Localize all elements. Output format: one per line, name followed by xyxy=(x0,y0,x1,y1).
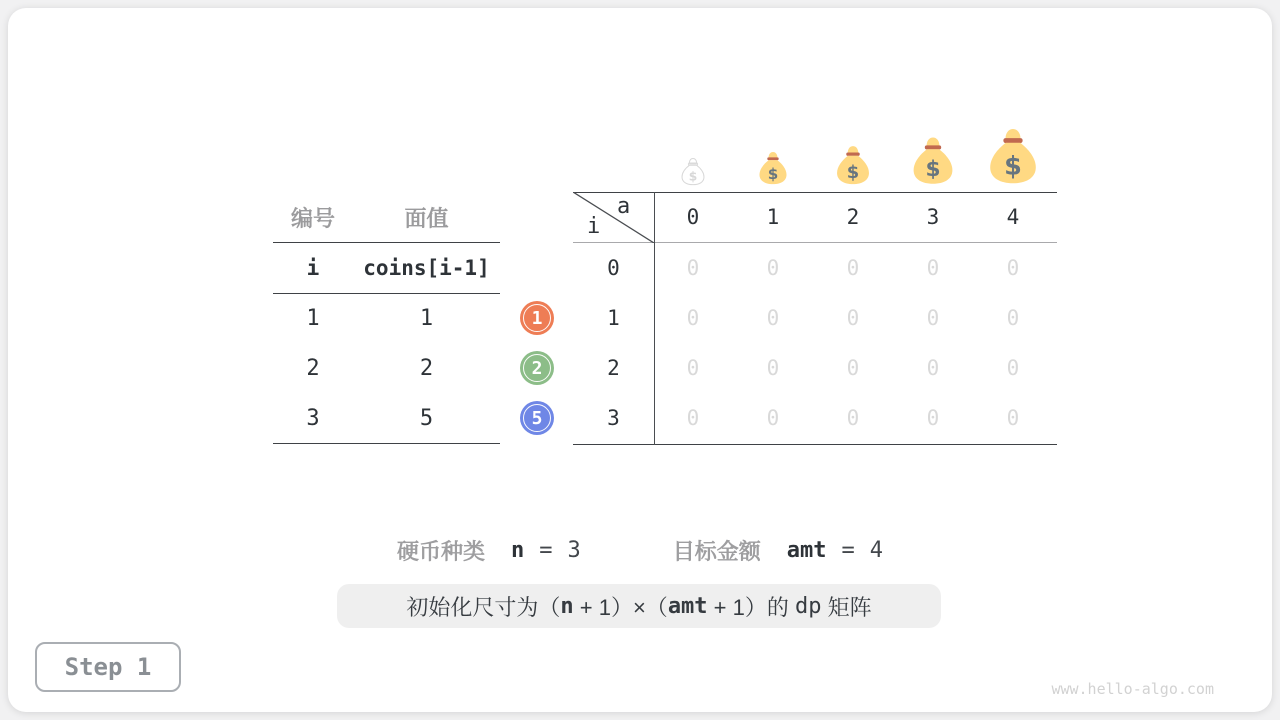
target-amount-label: 目标金额 xyxy=(672,538,761,564)
table-row xyxy=(273,293,500,343)
coin-table-var-row xyxy=(273,243,500,293)
row-index: 3 xyxy=(306,405,320,431)
target-amount-stat xyxy=(673,535,883,566)
col-header: 4 xyxy=(1006,205,1020,229)
row-value: 2 xyxy=(419,355,434,381)
caption-text: + 1）的 xyxy=(707,594,795,620)
equals-sign: = xyxy=(841,537,855,563)
coin-badge-5-icon xyxy=(520,401,554,435)
coin-badge-label: 5 xyxy=(531,407,543,429)
table-divider xyxy=(273,443,500,444)
money-bag-icon xyxy=(834,144,872,186)
col-header: 2 xyxy=(846,205,860,229)
coin-badge-2-icon xyxy=(520,351,554,385)
row-value: 5 xyxy=(419,405,434,431)
caption-text: 初始化尺寸为（ xyxy=(406,594,561,620)
coin-badge-1-icon xyxy=(520,301,554,335)
table-row xyxy=(273,393,500,443)
target-amount-value: 4 xyxy=(869,537,884,563)
coin-count-value: 3 xyxy=(567,537,581,563)
matrix-cell: 0 xyxy=(846,306,860,330)
matrix-cell: 0 xyxy=(686,406,700,430)
row-header: 2 xyxy=(607,356,620,380)
row-header: 3 xyxy=(607,406,620,430)
coin-count-label: 硬币种类 xyxy=(396,538,485,564)
col-header: 0 xyxy=(686,205,700,229)
matrix-cell: 0 xyxy=(926,256,940,280)
var-index: i xyxy=(306,256,320,280)
step-caption xyxy=(337,584,941,628)
matrix-cell: 0 xyxy=(846,356,860,380)
coin-table-header-row xyxy=(273,192,500,242)
row-header: 1 xyxy=(607,306,620,330)
step-badge xyxy=(35,642,181,692)
corner-col-var: a xyxy=(617,194,631,219)
matrix-cell: 0 xyxy=(766,306,780,330)
matrix-cell: 0 xyxy=(1006,256,1020,280)
target-amount-var: amt xyxy=(786,537,827,563)
watermark: www.hello-algo.com xyxy=(1051,680,1214,698)
money-bag-icon xyxy=(986,126,1040,186)
col-header: 3 xyxy=(926,205,940,229)
coin-badge-label: 1 xyxy=(531,307,543,329)
caption-var-amt: amt xyxy=(667,593,708,619)
matrix-cell: 0 xyxy=(686,306,700,330)
money-bag-ghost-icon xyxy=(680,157,706,186)
row-header: 0 xyxy=(607,256,620,280)
caption-var-n: n xyxy=(560,593,574,619)
col-header: 1 xyxy=(766,205,780,229)
row-index: 2 xyxy=(306,355,320,381)
coin-badge-label: 2 xyxy=(531,357,543,379)
dp-matrix xyxy=(573,192,1057,447)
equals-sign: = xyxy=(539,537,553,563)
money-bag-icon xyxy=(757,150,789,186)
coin-table-header-value: 面值 xyxy=(404,205,449,231)
var-value: coins[i-1] xyxy=(363,256,490,280)
row-value: 1 xyxy=(419,305,434,331)
matrix-cell: 0 xyxy=(1006,406,1020,430)
matrix-cell: 0 xyxy=(766,256,780,280)
coin-count-var: n xyxy=(511,537,525,563)
table-row xyxy=(273,343,500,393)
matrix-cell: 0 xyxy=(846,256,860,280)
corner-diagonal-line xyxy=(573,192,654,243)
coin-table xyxy=(273,192,500,444)
caption-code-dp: dp xyxy=(794,593,822,619)
caption-text: 矩阵 xyxy=(821,594,872,620)
caption-text: + 1）×（ xyxy=(573,594,668,620)
matrix-cell: 0 xyxy=(686,256,700,280)
coin-table-header-index: 编号 xyxy=(290,205,335,231)
corner-row-var: i xyxy=(587,214,601,239)
row-index: 1 xyxy=(306,305,320,331)
matrix-cell: 0 xyxy=(926,306,940,330)
matrix-cell: 0 xyxy=(926,356,940,380)
matrix-cell: 0 xyxy=(926,406,940,430)
matrix-cell: 0 xyxy=(1006,356,1020,380)
matrix-cell: 0 xyxy=(686,356,700,380)
coin-count-stat xyxy=(397,535,581,566)
matrix-bottom-rule xyxy=(573,444,1057,445)
matrix-cell: 0 xyxy=(1006,306,1020,330)
matrix-cell: 0 xyxy=(766,406,780,430)
matrix-cell: 0 xyxy=(846,406,860,430)
money-bag-icon xyxy=(910,135,956,186)
matrix-cell: 0 xyxy=(766,356,780,380)
stats-row xyxy=(0,533,1280,567)
step-badge-label: Step 1 xyxy=(64,653,152,681)
